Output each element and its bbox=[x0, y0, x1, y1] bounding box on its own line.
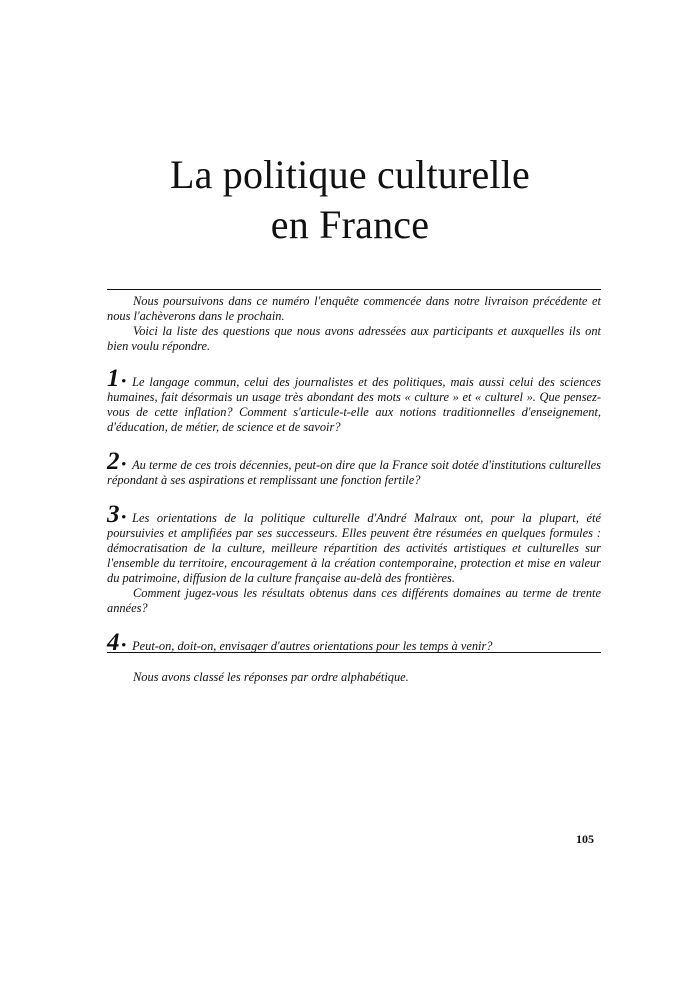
question-text: Au terme de ces trois décennies, peut-on dire que la France soit dotée d'institutions culturelles répondant à ses aspirations et remplissant une fonction fertile? bbox=[107, 458, 601, 487]
question-1 bbox=[107, 365, 601, 435]
closing-note: Nous avons classé les réponses par ordre alphabétique. bbox=[133, 670, 409, 684]
intro-paragraph-1: Nous poursuivons dans ce numéro l'enquête commencée dans notre livraison précédente et nous l'achèverons dans le prochain. bbox=[107, 294, 601, 323]
page-title bbox=[0, 150, 700, 250]
question-text: Les orientations de la politique culturelle d'André Malraux ont, pour la plupart, été poursuivies et amplifiées par ses successeurs. Elles peuvent être résumées en quelques formules : démocratisation de la culture, meilleure répartition des activités artistiques et culturelles sur l'ensemble du territoire, encouragement à la création contemporaine, protection et mise en valeur du patrimoine, diffusion de la culture française au-delà des frontières. bbox=[107, 511, 601, 585]
question-number: 4 bbox=[107, 629, 120, 656]
question-bullet: • bbox=[121, 509, 127, 524]
question-number: 1 bbox=[107, 365, 120, 392]
question-3-followup: Comment jugez-vous les résultats obtenus dans ces différents domaines au terme de trente années? bbox=[107, 586, 601, 615]
question-bullet: • bbox=[121, 373, 127, 388]
title-line-1: La politique culturelle bbox=[169, 152, 531, 197]
question-text: Peut-on, doit-on, envisager d'autres orientations pour les temps à venir? bbox=[132, 639, 493, 653]
intro-paragraph-2: Voici la liste des questions que nous avons adressées aux participants et auxquelles ils ont bien voulu répondre. bbox=[107, 324, 601, 353]
question-3 bbox=[107, 501, 601, 586]
top-rule bbox=[107, 289, 601, 290]
bottom-rule bbox=[107, 652, 601, 653]
question-bullet: • bbox=[121, 637, 127, 652]
title-line-2: en France bbox=[270, 202, 430, 247]
page-number: 105 bbox=[576, 832, 594, 846]
question-bullet: • bbox=[121, 456, 127, 471]
question-number: 2 bbox=[107, 448, 120, 475]
question-text: Le langage commun, celui des journalistes et des politiques, mais aussi celui des sciences humaines, fait désormais un usage très abondant des mots « culture » et « culturel ». Que pensez-vous de cette inflation? Comment s'articule-t-elle aux notions traditionnelles d'enseignement, d'éducation, de métier, de science et de savoir? bbox=[107, 375, 601, 434]
article-body bbox=[107, 294, 601, 685]
question-2 bbox=[107, 448, 601, 488]
question-number: 3 bbox=[107, 501, 120, 528]
